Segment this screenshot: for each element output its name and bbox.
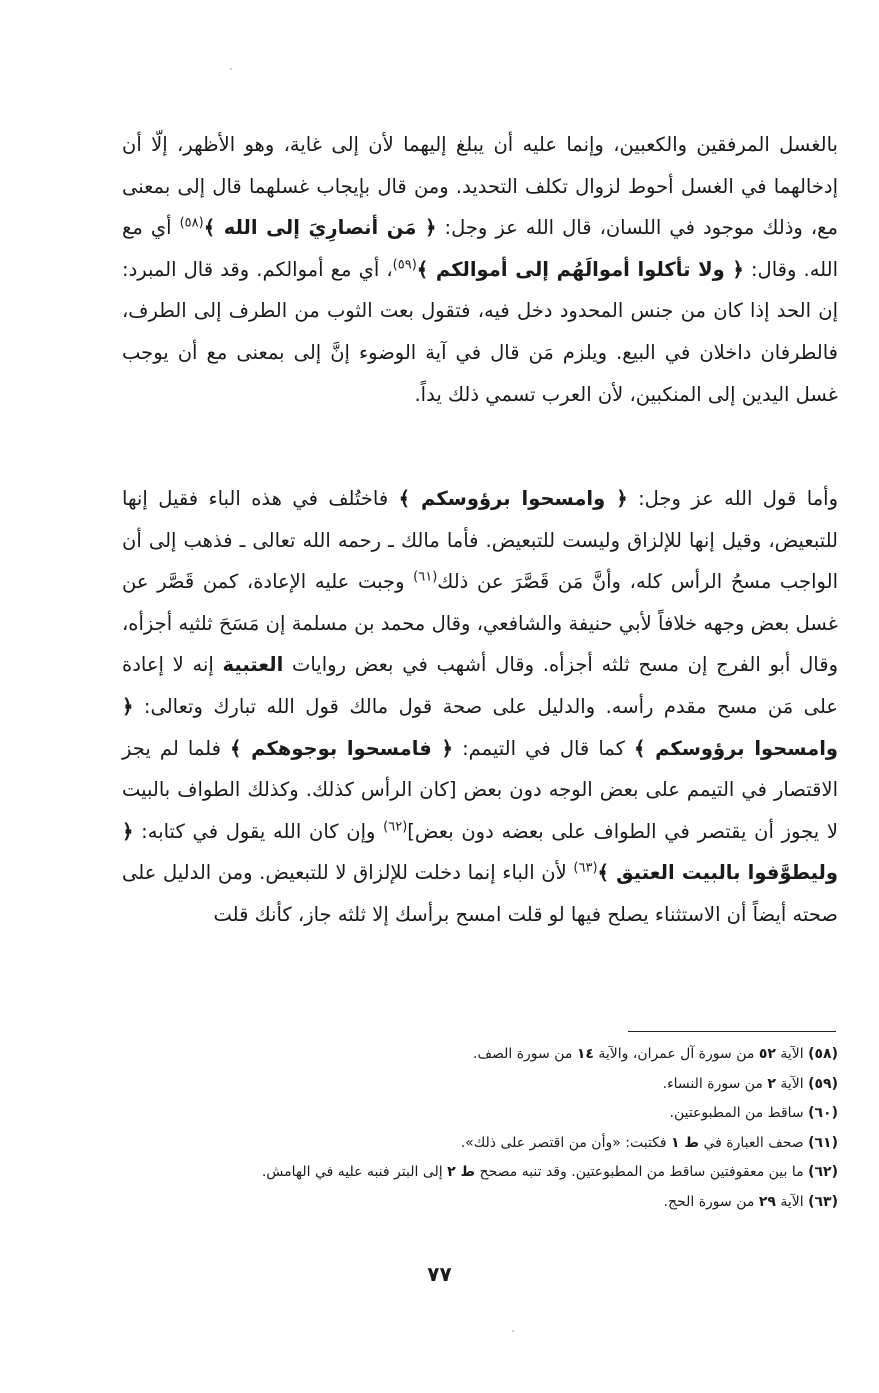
footnote-number: (٦٠) <box>808 1105 838 1121</box>
footnote-item <box>100 1040 838 1070</box>
footnote-text: ط ١ <box>671 1134 700 1151</box>
footnote-reference: (٦٢) <box>383 819 408 835</box>
footnote-separator-line <box>628 1031 836 1032</box>
footnote-number: (٥٩) <box>808 1075 838 1092</box>
quoted-verse: العتبية <box>222 653 284 677</box>
paper-speck <box>512 1330 514 1332</box>
footnote-item <box>100 1099 838 1129</box>
footnote-text: صحف العبارة في <box>699 1134 809 1151</box>
footnote-text: ما بين معقوفتين ساقط من المطبوعتين. وقد تنبه مصحح <box>475 1164 809 1180</box>
text-run: وأما قول الله عز وجل: <box>627 487 839 510</box>
page-number: ٧٧ <box>427 1262 452 1286</box>
footnote-text: من سورة النساء. <box>662 1075 768 1092</box>
footnote-number: (٦٣) <box>808 1193 838 1210</box>
footnote-reference: (٦٣) <box>573 860 598 876</box>
footnote-item <box>100 1188 838 1218</box>
footnote-reference: (٦١) <box>413 569 438 585</box>
text-run: بالغسل المرفقين والكعبين، وإنما عليه أن يبلغ إليهما لأن إلى غاية، وهو الأظهر، إلّا أن إدخالهما في الغسل أحوط لزوال تكلف التحديد. ومن قال بإيجاب غسلهما قال إلى بمعنى مع، وذلك موجود في اللسان، قال الله عز وجل: <box>122 133 838 240</box>
text-run: وجبت عليه الإعادة، كمن قَصَّر عن غسل بعض وجهه خلافاً لأبي حنيفة والشافعي، وقال محمد بن مسلمة إن مَسَحَ ثلثيه أجزأه، وقال أبو الفرج إن مسح ثلثه أجزأه. وقال أشهب في بعض روايات <box>122 570 838 677</box>
text-run: لأن الباء إنما دخلت للإلزاق لا للتبعيض. ومن الدليل على صحته أيضاً أن الاستثناء يصلح فيها لو قلت امسح برأسك إلا ثلثه جاز، كأنك قلت <box>122 861 838 926</box>
footnote-text: ط ٢ <box>447 1164 476 1180</box>
text-run: إنه لا إعادة على مَن مسح مقدم رأسه. والدليل على صحة قول مالك قول الله تبارك وتعالى: <box>122 653 838 718</box>
footnote-reference: (٥٩) <box>392 257 417 273</box>
text-run: ، أي مع أموالكم. وقد قال المبرد: إن الحد إذا كان من جنس المحدود دخل فيه، فتقول بعت الثوب من الطرف إلى الطرف، فالطرفان داخلان في البيع. ويلزم مَن قال في آية الوضوء إنَّ إلى بمعنى مع أن يوجب غسل اليدين إلى المنكبين، لأن العرب تسمي ذلك يداً. <box>122 257 838 406</box>
quoted-verse: ﴿ مَن أنصارِيَ إلى الله ﴾ <box>203 216 437 240</box>
footnote-text: الآية <box>775 1075 809 1092</box>
paper-speck <box>230 68 232 70</box>
text-run: فلما لم يجز الاقتصار في التيمم على بعض الوجه دون بعض [كان الرأس كذلك. وكذلك الطواف بالبيت لا يجوز أن يقتصر في الطواف على بعضه دون بعض] <box>122 736 838 843</box>
footnote-text: من سورة آل عمران، والآية <box>593 1046 759 1062</box>
footnote-item <box>100 1158 838 1188</box>
text-run: كما قال في التيمم: <box>452 736 634 760</box>
footnote-reference: (٥٨) <box>179 215 204 231</box>
footnote-number: (٥٨) <box>808 1046 838 1062</box>
body-paragraph-2 <box>122 478 838 936</box>
footnote-text: ٥٢ <box>758 1046 776 1062</box>
footnote-text: الآية <box>775 1046 809 1062</box>
footnote-item <box>100 1129 838 1159</box>
footnote-number: (٦٢) <box>808 1164 838 1180</box>
footnote-text: الآية <box>775 1193 809 1210</box>
footnote-text: من سورة الصف. <box>473 1046 577 1062</box>
footnote-text: فكتبت: «وأن من اقتصر على ذلك». <box>460 1134 672 1151</box>
footnote-text: ٢ <box>767 1075 776 1092</box>
footnote-number: (٦١) <box>808 1134 838 1151</box>
footnote-text: إلى البتر فنبه عليه في الهامش. <box>261 1164 448 1180</box>
footnote-text: ١٤ <box>576 1046 594 1062</box>
quoted-verse: ﴿ وامسحوا برؤوسكم ﴾ <box>122 694 839 760</box>
footnote-text: ساقط من المطبوعتين. <box>669 1105 809 1121</box>
quoted-verse: ﴿ وليطوَّفوا بالبيت العتيق ﴾ <box>122 819 838 885</box>
text-run: فاختُلف في هذه الباء فقيل إنها للتبعيض، وقيل إنها للإلزاق وليست للتبعيض. فأما مالك ـ رحمه الله تعالى ـ فذهب إلى أن الواجب مسحُ الرأس كله، وأنَّ مَن قَصَّرَ عن ذلك <box>122 487 838 594</box>
footnote-text: ٢٩ <box>758 1193 776 1210</box>
footnote-item <box>100 1070 838 1100</box>
footnote-text: من سورة الحج. <box>663 1193 759 1210</box>
text-run: أي مع الله. وقال: <box>122 216 838 281</box>
quoted-verse: ﴿ ولا تأكلوا أموالَهُم إلى أموالكم ﴾ <box>416 257 744 281</box>
footnotes-list <box>100 1040 838 1217</box>
body-paragraph-1 <box>122 124 838 415</box>
quoted-verse: ﴿ فامسحوا بوجوهكم ﴾ <box>230 736 453 760</box>
text-run: وإن كان الله يقول في كتابه: <box>133 819 384 843</box>
quoted-verse: ﴿ وامسحوا برؤوسكم ﴾ <box>398 487 628 510</box>
